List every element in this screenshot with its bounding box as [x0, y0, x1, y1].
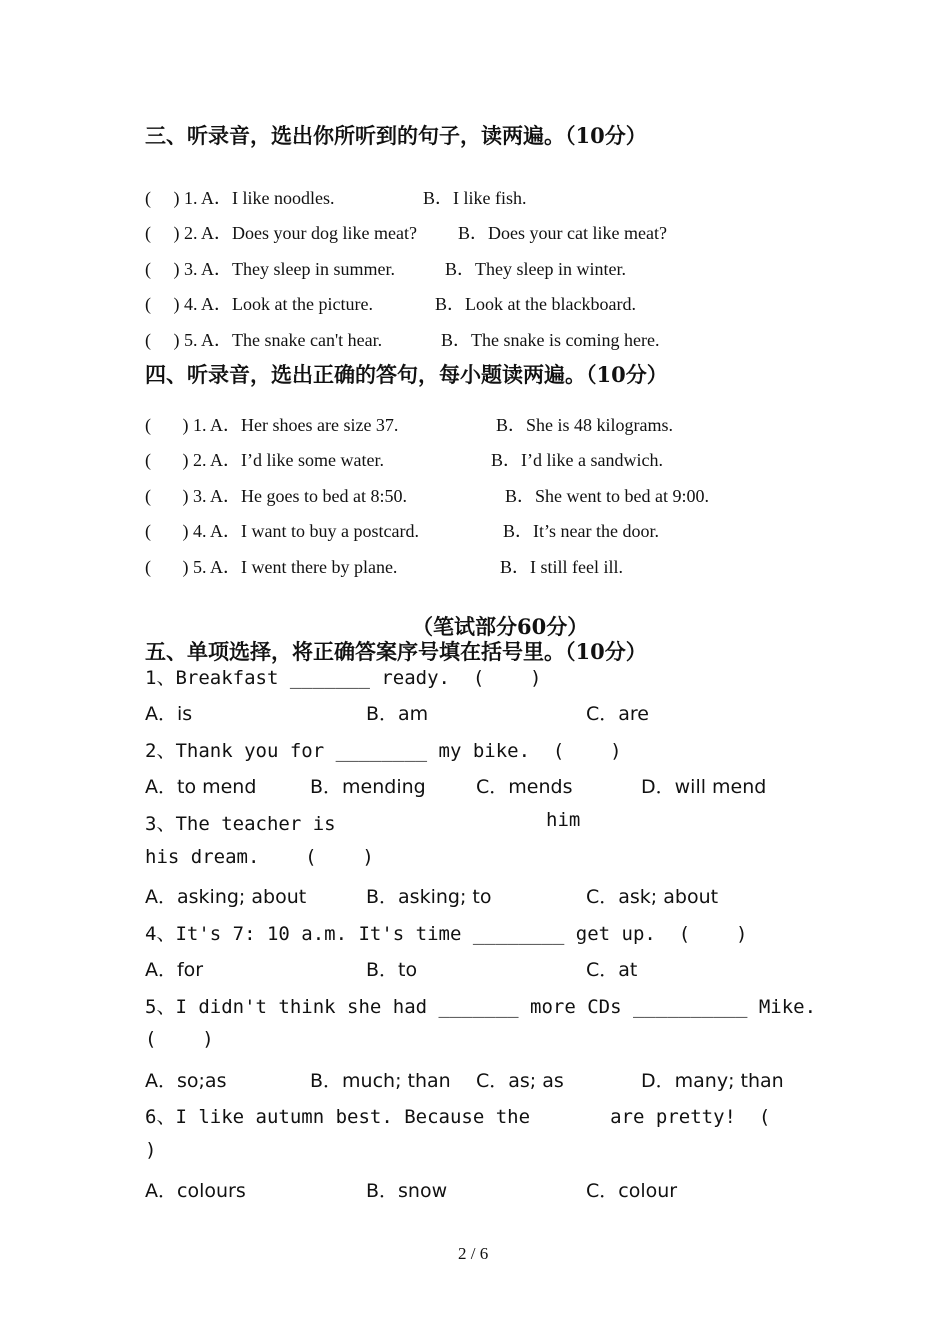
s3-item-2-b: B．Does your cat like meat? [458, 223, 667, 243]
q4-option-b: B．to [366, 959, 418, 981]
q5-text: 5、I didn't think she had _______ more CDs __________ Mike. [145, 996, 817, 1018]
q6-option-b: B．snow [366, 1180, 448, 1202]
written-part-title: （笔试部分60分） [412, 614, 589, 639]
q4-option-a: A．for [145, 959, 204, 981]
q5-option-c: C．as; as [476, 1070, 564, 1092]
q5-option-a: A．so;as [145, 1070, 227, 1092]
q1-option-c: C．are [586, 703, 649, 725]
s4-item-5: ( ) 5. A．I went there by plane. [145, 557, 398, 577]
s3-item-2: ( ) 2. A．Does your dog like meat? [145, 223, 417, 243]
q4-option-c: C．at [586, 959, 638, 981]
q3-text-part3: his dream. ( ) [145, 846, 374, 868]
q2-text: 2、Thank you for ________ my bike. ( ) [145, 740, 622, 762]
s4-item-5-b: B．I still feel ill. [500, 557, 623, 577]
q5-bracket: ( ) [145, 1028, 214, 1050]
q2-option-a: A．to mend [145, 776, 257, 798]
s4-item-4-b: B．It’s near the door. [503, 521, 659, 541]
s4-item-3-b: B．She went to bed at 9:00. [505, 486, 709, 506]
s3-item-4: ( ) 4. A．Look at the picture. [145, 294, 373, 314]
s3-item-1: ( ) 1. A．I like noodles. [145, 188, 335, 208]
section-5-title: 五、单项选择，将正确答案序号填在括号里。（10分） [145, 639, 647, 664]
q3-option-a: A．asking; about [145, 886, 307, 908]
q2-option-c: C．mends [476, 776, 573, 798]
s3-item-5-b: B．The snake is coming here. [441, 330, 660, 350]
page-number: 2 / 6 [458, 1244, 489, 1263]
s4-item-2-b: B．I’d like a sandwich. [491, 450, 663, 470]
s3-item-4-b: B．Look at the blackboard. [435, 294, 636, 314]
s3-item-1-b: B．I like fish. [423, 188, 527, 208]
q3-text-part1: 3、The teacher is [145, 813, 336, 835]
q3-option-c: C．ask; about [586, 886, 719, 908]
s3-item-5: ( ) 5. A．The snake can't hear. [145, 330, 383, 350]
q1-text: 1、Breakfast _______ ready. ( ) [145, 667, 542, 689]
section-3-title: 三、听录音，选出你所听到的句子，读两遍。（10分） [145, 123, 647, 148]
q6-option-c: C．colour [586, 1180, 678, 1202]
q3-option-b: B．asking; to [366, 886, 492, 908]
q5-option-d: D．many; than [641, 1070, 784, 1092]
q5-option-b: B．much; than [310, 1070, 451, 1092]
s4-item-1: ( ) 1. A．Her shoes are size 37. [145, 415, 399, 435]
q6-text: 6、I like autumn best. Because the are pretty! ( [145, 1106, 771, 1128]
q6-option-a: A．colours [145, 1180, 246, 1202]
s4-item-3: ( ) 3. A．He goes to bed at 8:50. [145, 486, 407, 506]
section-4-title: 四、听录音，选出正确的答句，每小题读两遍。（10分） [145, 362, 668, 387]
s4-item-2: ( ) 2. A．I’d like some water. [145, 450, 384, 470]
q2-option-d: D．will mend [641, 776, 767, 798]
s3-item-3-b: B．They sleep in winter. [445, 259, 626, 279]
q1-option-a: A．is [145, 703, 193, 725]
s3-item-3: ( ) 3. A．They sleep in summer. [145, 259, 395, 279]
q2-option-b: B．mending [310, 776, 426, 798]
q3-text-part2: him [546, 809, 581, 831]
q6-bracket: ) [145, 1139, 157, 1161]
q4-text: 4、It's 7: 10 a.m. It's time ________ get up. ( ) [145, 923, 748, 945]
s4-item-1-b: B．She is 48 kilograms. [496, 415, 674, 435]
q1-option-b: B．am [366, 703, 429, 725]
s4-item-4: ( ) 4. A．I want to buy a postcard. [145, 521, 419, 541]
